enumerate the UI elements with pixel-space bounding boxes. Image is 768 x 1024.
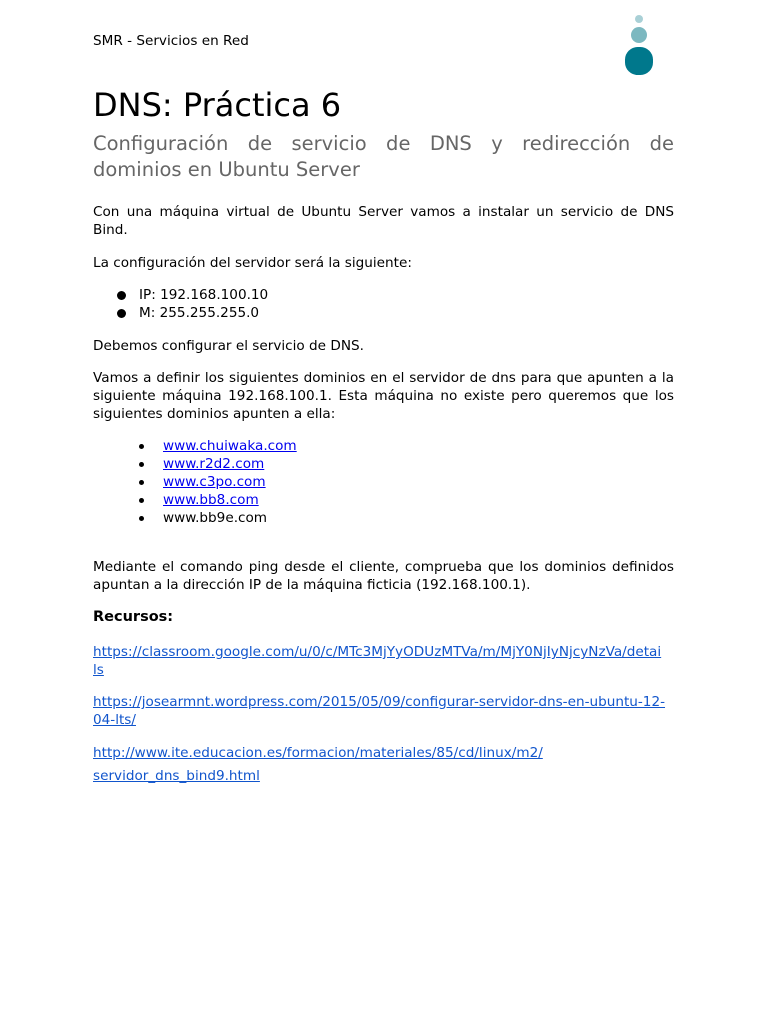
config-item: IP: 192.168.100.10 — [93, 286, 674, 304]
resource-link[interactable]: http://www.ite.educacion.es/formacion/materiales/85/cd/linux/m2/ — [93, 745, 543, 761]
dns-text: Debemos configurar el servicio de DNS. — [93, 338, 364, 354]
config-intro: La configuración del servidor será la siguiente: — [93, 255, 412, 271]
domain-link[interactable]: www.c3po.com — [163, 474, 266, 490]
resource-link[interactable]: https://josearmnt.wordpress.com/2015/05/09/configurar-servidor-dns-en-ubuntu-12-04-lts/ — [93, 694, 666, 728]
ping-text: Mediante el comando ping desde el cliente, comprueba que los dominios definidos apuntan a la dirección IP de la máquina ficticia (192.168.100.1). — [93, 559, 674, 593]
resources-heading: Recursos: — [93, 609, 174, 625]
domain-list — [93, 437, 674, 527]
course-header: SMR - Servicios en Red — [93, 33, 249, 49]
domains-intro: Vamos a definir los siguientes dominios en el servidor de dns para que apunten a la siguiente máquina 192.168.100.1. Esta máquina no existe pero queremos que los siguientes dominios apunten a ella: — [93, 370, 674, 422]
resource-link[interactable]: https://classroom.google.com/u/0/c/MTc3MjYyODUzMTVa/m/MjY0NjIyNjcyNzVa/details — [93, 644, 662, 678]
intro-text: Con una máquina virtual de Ubuntu Server vamos a instalar un servicio de DNS Bind. — [93, 204, 674, 238]
page-subtitle: Configuración de servicio de DNS y redirección de dominios en Ubuntu Server — [93, 132, 674, 181]
domain-link[interactable]: www.bb8.com — [163, 492, 259, 508]
domain-link[interactable]: www.r2d2.com — [163, 456, 265, 472]
config-item: M: 255.255.255.0 — [93, 304, 674, 322]
domain-link[interactable]: www.chuiwaka.com — [163, 438, 297, 454]
page-title: DNS: Práctica 6 — [93, 86, 342, 124]
resource-link-cont[interactable]: servidor_dns_bind9.html — [93, 768, 260, 784]
domain-item: www.bb9e.com — [93, 509, 674, 527]
config-list — [93, 286, 674, 322]
